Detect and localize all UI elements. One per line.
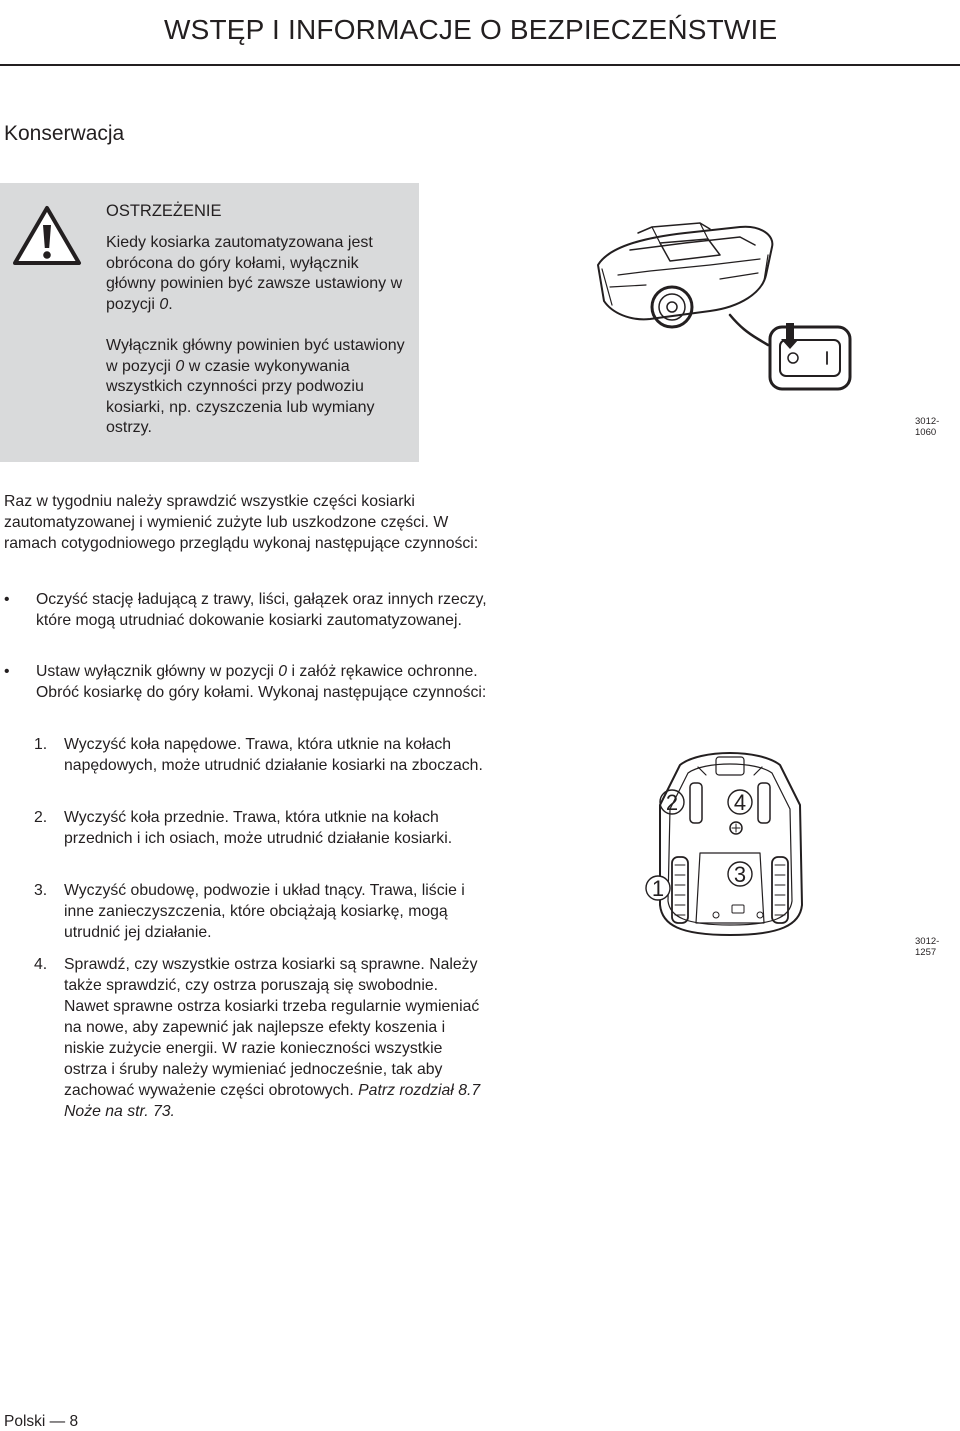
figure-code: 3012-1060	[915, 416, 940, 438]
step-text: Sprawdź, czy wszystkie ostrza kosiarki są sprawne. Należy także sprawdzić, czy ostrza poruszają się swobodnie. Nawet sprawne ostrza kosiarki trzeba regularnie wymieniać na nowe, aby zapewnić jak najlepsze efekty koszenia i niskie zużycie energii. W razie konieczności wszystkie ostrza i śruby należy wymieniać jednocześnie, tak aby zachować wyważenie części obrotowych. Patrz rozdział 8.7 Noże na str. 73.	[64, 956, 481, 1120]
step-text: Wyczyść koła przednie. Trawa, która utknie na kołach przednich i ich osiach, może utrudnić działanie kosiarki.	[64, 809, 453, 847]
step-number: 2.	[34, 809, 48, 826]
step-text: Wyczyść obudowę, podwozie i układ tnący. Trawa, liście i inne zanieczyszczenia, które obciążają kosiarkę, mogą utrudnić jej działanie.	[64, 882, 465, 941]
bullet-symbol: •	[4, 663, 10, 680]
warning-paragraph-1: Kiedy kosiarka zautomatyzowana jest obrócona do góry kołami, wyłącznik główny powinien być zawsze ustawiony w pozycji 0.	[106, 234, 403, 313]
switch-off-symbol	[788, 353, 798, 363]
figure-code: 3012-1257	[915, 936, 940, 958]
step-text: Wyczyść koła napędowe. Trawa, która utknie na kołach napędowych, może utrudnić działanie kosiarki na zboczach.	[64, 736, 483, 774]
callout-3-label: 3	[733, 862, 747, 887]
callout-1-label: 1	[651, 876, 665, 901]
bullet-item: Oczyść stację ładującą z trawy, liści, gałązek oraz innych rzeczy, które mogą utrudniać dokowanie kosiarki zautomatyzowanej.	[36, 591, 487, 629]
step-number: 4.	[34, 956, 48, 973]
warning-paragraph-2: Wyłącznik główny powinien być ustawiony w pozycji 0 w czasie wykonywania wszystkich czynności przy podwoziu kosiarki, np. czyszczenia lub wymiany ostrzy.	[106, 337, 405, 436]
page-footer: Polski — 8	[4, 1413, 79, 1430]
callout-4-label: 4	[733, 790, 747, 815]
cross-reference: Patrz rozdział 8.7 Noże na str. 73.	[64, 1082, 481, 1120]
bullet-symbol: •	[4, 591, 10, 608]
section-title: Konserwacja	[4, 122, 125, 145]
warning-triangle-icon	[12, 205, 82, 267]
bullet-item: Ustaw wyłącznik główny w pozycji 0 i załóż rękawice ochronne. Obróć kosiarkę do góry kołami. Wykonaj następujące czynności:	[36, 663, 487, 701]
callout-2-label: 2	[665, 790, 679, 815]
step-number: 3.	[34, 882, 48, 899]
intro-paragraph: Raz w tygodniu należy sprawdzić wszystkie części kosiarki zautomatyzowanej i wymienić zużyte lub uszkodzone części. W ramach cotygodniowego przeglądu wykonaj następujące czynności:	[4, 493, 479, 552]
warning-heading: OSTRZEŻENIE	[106, 202, 222, 220]
header-divider	[0, 64, 960, 66]
mower-switch-illustration	[590, 215, 870, 430]
page-title: WSTĘP I INFORMACJE O BEZPIECZEŃSTWIE	[164, 14, 778, 45]
mower-underside-illustration	[640, 745, 820, 950]
step-number: 1.	[34, 736, 48, 753]
